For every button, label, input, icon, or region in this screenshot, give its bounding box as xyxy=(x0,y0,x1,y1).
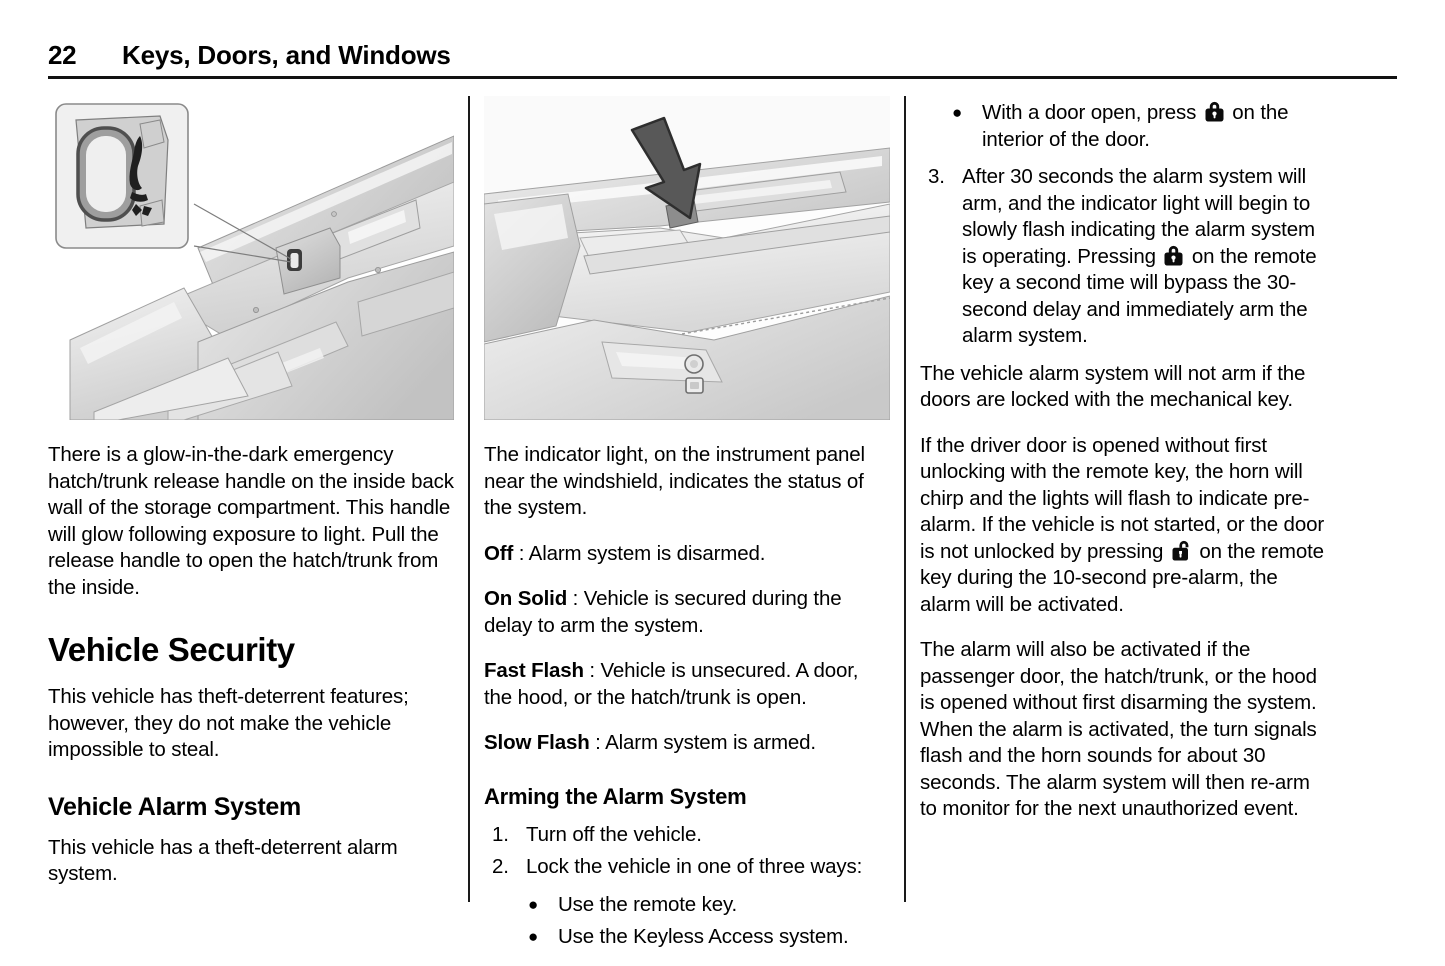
bullet-icon: ● xyxy=(528,894,539,914)
vehicle-alarm-system-paragraph: This vehicle has a theft-deterrent alarm system. xyxy=(48,835,398,885)
alarm-state-fast-flash-separator: : xyxy=(583,659,601,682)
alarm-state-on-solid-description: Vehicle is secured during the delay to arm the system. xyxy=(484,587,842,637)
lock-methods-list-continued xyxy=(920,100,1326,153)
figure-indicator-light xyxy=(484,96,890,420)
alarm-state-slow-flash-term: Slow Flash xyxy=(484,731,590,754)
heading-arming-the-alarm-system: Arming the Alarm System xyxy=(484,783,747,809)
alarm-state-slow-flash-description: Alarm system is armed. xyxy=(605,731,816,754)
figure-trunk-release xyxy=(48,96,454,420)
alarm-state-on-solid-term: On Solid xyxy=(484,587,568,610)
mechanical-key-paragraph: The vehicle alarm system will not arm if the doors are locked with the mechanical key. xyxy=(920,361,1306,411)
lock-method-door-button xyxy=(920,100,1326,153)
pre-alarm-text-part1: If the driver door is opened without first unlocking with the remote key, the horn will chirp and the lights will flash to indicate pre-alarm. If the vehicle is not started, or the door is not unlocked by pressing xyxy=(920,433,1324,563)
alarm-state-fast-flash xyxy=(484,658,890,711)
lock-open-icon xyxy=(1171,540,1192,561)
alarm-state-slow-flash xyxy=(484,730,890,757)
indicator-light-paragraph: The indicator light, on the instrument panel near the windshield, indicates the status of the system. xyxy=(484,443,865,519)
arming-step-2-text: Lock the vehicle in one of three ways: xyxy=(526,855,863,878)
column-divider-2 xyxy=(890,96,920,908)
lock-method-remote-key xyxy=(484,892,890,919)
heading-vehicle-alarm-system: Vehicle Alarm System xyxy=(48,792,301,821)
alarm-state-off-term: Off xyxy=(484,541,514,565)
arming-step-2 xyxy=(484,854,890,881)
alarm-state-fast-flash-description: Vehicle is unsecured. A door, the hood, or the hatch/trunk is open. xyxy=(484,659,859,709)
alarm-state-fast-flash-term: Fast Flash xyxy=(484,659,584,682)
alarm-state-off-separator: : xyxy=(513,541,529,565)
arming-step-3-text-part2: on the remote key a second time will bypass the 30-second delay and immediately arm the alarm system. xyxy=(962,244,1317,347)
arming-steps-list-continued xyxy=(920,164,1326,350)
alarm-state-on-solid xyxy=(484,586,890,639)
lock-closed-icon xyxy=(1204,101,1225,122)
arming-step-3 xyxy=(920,164,1326,350)
column-3 xyxy=(920,96,1326,908)
lock-method-keyless-access xyxy=(484,924,890,951)
arming-step-1-number: 1. xyxy=(492,822,509,846)
page-title: Keys, Doors, and Windows xyxy=(122,40,451,70)
arming-step-3-number: 3. xyxy=(928,165,945,188)
arming-step-1-text: Turn off the vehicle. xyxy=(526,822,702,846)
alarm-state-off-description: Alarm system is disarmed. xyxy=(528,541,766,565)
page-number: 22 xyxy=(48,40,77,70)
lock-closed-icon xyxy=(1163,245,1184,266)
lock-method-keyless-access-text: Use the Keyless Access system. xyxy=(558,925,849,948)
lock-method-remote-key-text: Use the remote key. xyxy=(558,892,738,916)
pre-alarm-paragraph xyxy=(920,433,1326,619)
page-header xyxy=(48,0,1397,71)
arming-steps-list xyxy=(484,822,890,881)
bullet-icon: ● xyxy=(952,103,963,122)
bullet-icon: ● xyxy=(528,927,539,946)
arming-step-3-text-part1: After 30 seconds the alarm system will arm, and the indicator light will begin to slowly flash indicating the alarm system is operating. Pressing xyxy=(962,165,1315,268)
alarm-state-off xyxy=(484,541,890,568)
arming-step-1 xyxy=(484,822,890,849)
column-divider-1 xyxy=(454,96,484,908)
vehicle-security-paragraph: This vehicle has theft-deterrent features; however, they do not make the vehicle impossible to steal. xyxy=(48,685,409,761)
content-columns xyxy=(48,96,1397,948)
alarm-state-slow-flash-separator: : xyxy=(589,731,606,754)
intro-paragraph: There is a glow-in-the-dark emergency hatch/trunk release handle on the inside back wall of the storage compartment. This handle will glow following exposure to light. Pull the release handle to open the hatch/trunk from the inside. xyxy=(48,443,454,599)
column-2 xyxy=(484,96,890,948)
heading-vehicle-security: Vehicle Security xyxy=(48,631,295,668)
header-divider-rule xyxy=(48,76,1397,79)
pre-alarm-text-part2: on the remote key during the 10-second pre-alarm, the alarm will be activated. xyxy=(920,539,1324,616)
lock-methods-list xyxy=(484,892,890,951)
arming-step-2-number: 2. xyxy=(492,855,509,878)
column-1 xyxy=(48,96,454,908)
alarm-state-on-solid-separator: : xyxy=(567,587,584,610)
lock-method-door-text-after: on the interior of the door. xyxy=(982,101,1289,151)
alarm-activation-paragraph: The alarm will also be activated if the passenger door, the hatch/trunk, or the hood is opened without first disarming the system. When the alarm is activated, the turn signals flash and the horn sounds for about 30 seconds. The alarm system will then re-arm to monitor for the next unauthorized event. xyxy=(920,638,1317,820)
lock-method-door-text-before: With a door open, press xyxy=(982,101,1202,124)
